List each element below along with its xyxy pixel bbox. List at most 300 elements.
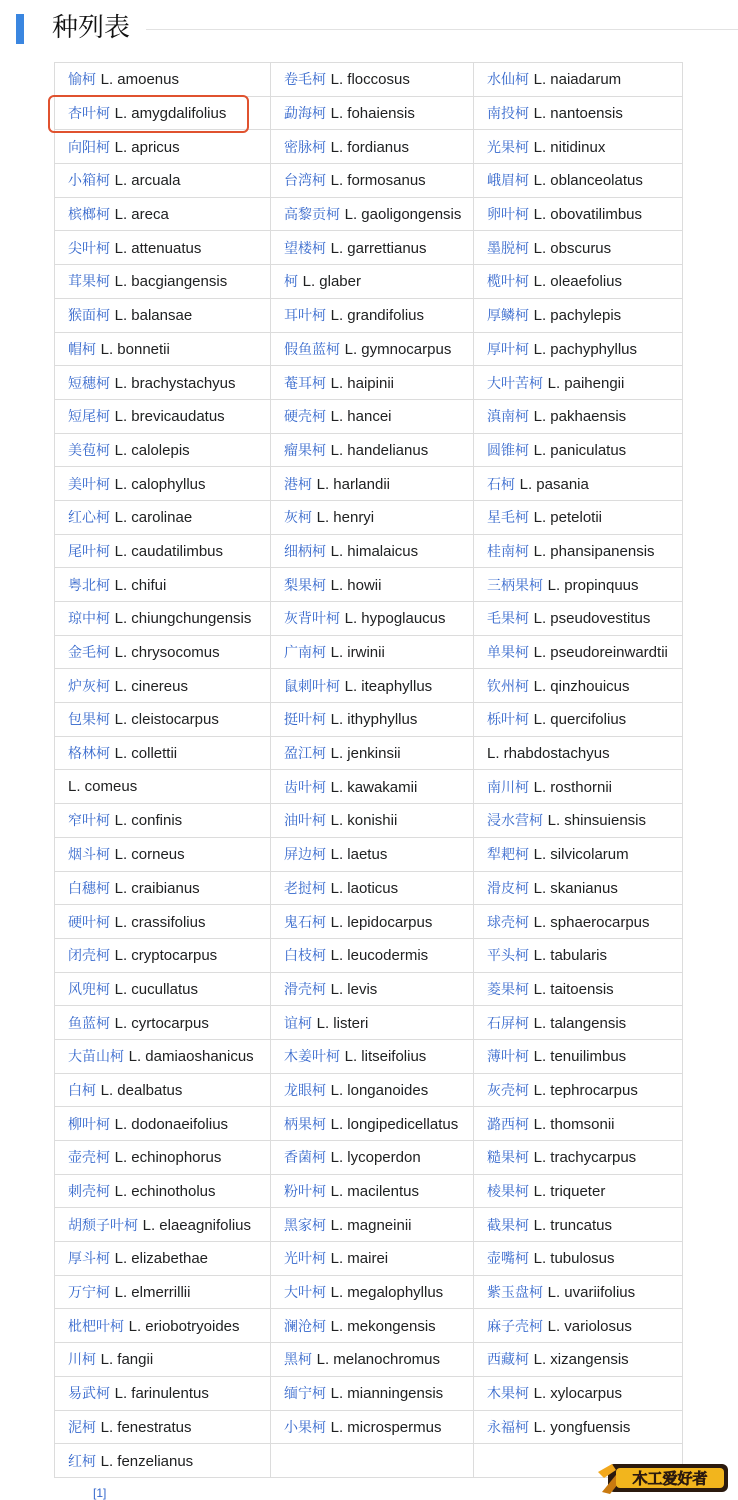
species-latin-name: L. longanoides	[330, 1081, 429, 1099]
species-latin-name: L. tenuilimbus	[533, 1048, 627, 1066]
species-cell	[55, 568, 271, 602]
species-latin-name: L. rhabdostachyus	[487, 744, 610, 762]
species-chinese-name-link[interactable]: 灰壳柯	[487, 1082, 529, 1099]
species-cell	[55, 1141, 271, 1175]
species-cell	[271, 197, 474, 231]
species-chinese-name-link[interactable]: 滑皮柯	[487, 880, 529, 897]
species-latin-name: L. cinereus	[114, 677, 188, 695]
species-chinese-name-link[interactable]: 西藏柯	[487, 1352, 529, 1369]
species-chinese-name-link[interactable]: 大叶苦柯	[487, 375, 543, 392]
table-row	[55, 1309, 683, 1343]
species-chinese-name-link[interactable]: 灰背叶柯	[284, 611, 340, 628]
species-latin-name: L. jenkinsii	[330, 745, 401, 763]
species-latin-name: L. cyrtocarpus	[114, 1014, 209, 1032]
species-latin-name: L. confinis	[114, 812, 183, 830]
species-cell	[55, 1073, 271, 1107]
species-chinese-name-link[interactable]: 壶嘴柯	[487, 1251, 529, 1268]
species-latin-name: L. talangensis	[533, 1014, 627, 1032]
species-chinese-name-link[interactable]: 望楼柯	[284, 240, 326, 257]
species-latin-name: L. amygdalifolius	[114, 105, 227, 123]
species-latin-name: L. cryptocarpus	[114, 947, 218, 965]
species-chinese-name-link[interactable]: 琼中柯	[68, 611, 110, 628]
species-chinese-name-link[interactable]: 美叶柯	[68, 476, 110, 493]
species-cell	[55, 164, 271, 198]
table-row	[55, 568, 683, 602]
species-chinese-name-link[interactable]: 钦州柯	[487, 678, 529, 695]
species-cell	[55, 1444, 271, 1478]
species-chinese-name-link[interactable]: 厚斗柯	[68, 1251, 110, 1268]
species-chinese-name-link[interactable]: 龙眼柯	[284, 1082, 326, 1099]
species-chinese-name-link[interactable]: 挺叶柯	[284, 712, 326, 729]
species-latin-name: L. xizangensis	[533, 1351, 629, 1369]
species-chinese-name-link[interactable]: 槟榔柯	[68, 207, 110, 224]
species-chinese-name-link[interactable]: 圆锥柯	[487, 442, 529, 459]
species-chinese-name-link[interactable]: 齿叶柯	[284, 779, 326, 796]
species-cell	[474, 1242, 683, 1276]
species-chinese-name-link[interactable]: 永福柯	[487, 1419, 529, 1436]
species-latin-name: L. levis	[330, 980, 378, 998]
species-cell	[474, 1309, 683, 1343]
species-cell	[271, 635, 474, 669]
species-latin-name: L. trachycarpus	[533, 1149, 637, 1167]
species-cell	[55, 1376, 271, 1410]
species-cell	[474, 1107, 683, 1141]
species-chinese-name-link[interactable]: 厚鳞柯	[487, 308, 529, 325]
species-chinese-name-link[interactable]: 红心柯	[68, 510, 110, 527]
species-chinese-name-link[interactable]: 缅宁柯	[284, 1386, 326, 1403]
species-chinese-name-link[interactable]: 帽柯	[68, 341, 96, 358]
species-chinese-name-link[interactable]: 大叶柯	[284, 1285, 326, 1302]
table-row	[55, 399, 683, 433]
species-cell	[271, 1275, 474, 1309]
species-latin-name: L. cleistocarpus	[114, 711, 219, 729]
species-chinese-name-link[interactable]: 白柯	[68, 1082, 96, 1099]
species-cell	[271, 905, 474, 939]
species-cell	[55, 197, 271, 231]
species-latin-name: L. damiaoshanicus	[128, 1048, 254, 1066]
species-chinese-name-link[interactable]: 峨眉柯	[487, 173, 529, 190]
species-chinese-name-link[interactable]: 耳叶柯	[284, 308, 326, 325]
species-cell	[55, 534, 271, 568]
species-cell	[271, 332, 474, 366]
species-chinese-name-link[interactable]: 烟斗柯	[68, 847, 110, 864]
species-latin-name: L. konishii	[330, 812, 398, 830]
species-cell	[474, 635, 683, 669]
species-cell	[271, 366, 474, 400]
species-chinese-name-link[interactable]: 硬壳柯	[284, 409, 326, 426]
species-cell	[271, 63, 474, 97]
species-cell	[55, 231, 271, 265]
species-chinese-name-link[interactable]: 易武柯	[68, 1386, 110, 1403]
species-cell	[474, 164, 683, 198]
species-chinese-name-link[interactable]: 棱果柯	[487, 1184, 529, 1201]
species-chinese-name-link[interactable]: 厚叶柯	[487, 341, 529, 358]
table-row	[55, 1174, 683, 1208]
species-latin-name: L. pachylepis	[533, 307, 622, 325]
species-chinese-name-link[interactable]: 粉叶柯	[284, 1184, 326, 1201]
species-chinese-name-link[interactable]: 短尾柯	[68, 409, 110, 426]
species-cell	[271, 1208, 474, 1242]
species-cell	[474, 1174, 683, 1208]
species-chinese-name-link[interactable]: 老挝柯	[284, 880, 326, 897]
species-latin-name: L. skanianus	[533, 879, 618, 897]
species-latin-name: L. kawakamii	[330, 778, 418, 796]
species-cell	[271, 231, 474, 265]
species-cell	[271, 130, 474, 164]
species-latin-name: L. arcuala	[114, 172, 181, 190]
species-chinese-name-link[interactable]: 榄叶柯	[487, 274, 529, 291]
species-cell	[271, 1309, 474, 1343]
species-chinese-name-link[interactable]: 梨果柯	[284, 577, 326, 594]
species-chinese-name-link[interactable]: 石柯	[487, 476, 515, 493]
species-latin-name: L. craibianus	[114, 879, 200, 897]
table-row	[55, 1242, 683, 1276]
species-cell	[55, 1039, 271, 1073]
species-chinese-name-link[interactable]: 小果柯	[284, 1419, 326, 1436]
species-chinese-name-link[interactable]: 单果柯	[487, 645, 529, 662]
species-chinese-name-link[interactable]: 黑家柯	[284, 1217, 326, 1234]
species-cell	[271, 1141, 474, 1175]
species-cell	[55, 669, 271, 703]
species-latin-name: L. paihengii	[547, 374, 625, 392]
species-chinese-name-link[interactable]: 截果柯	[487, 1217, 529, 1234]
species-chinese-name-link[interactable]: 光果柯	[487, 139, 529, 156]
species-cell	[55, 703, 271, 737]
species-chinese-name-link[interactable]: 石屏柯	[487, 1015, 529, 1032]
species-cell	[474, 433, 683, 467]
species-cell	[474, 871, 683, 905]
species-latin-name: L. balansae	[114, 307, 193, 325]
species-latin-name: L. yongfuensis	[533, 1418, 631, 1436]
species-chinese-name-link[interactable]: 壶壳柯	[68, 1150, 110, 1167]
species-latin-name: L. amoenus	[100, 71, 179, 89]
section-heading	[0, 0, 738, 56]
species-latin-name: L. oleaefolius	[533, 273, 623, 291]
species-chinese-name-link[interactable]: 滑壳柯	[284, 981, 326, 998]
species-cell	[474, 1208, 683, 1242]
species-chinese-name-link[interactable]: 木果柯	[487, 1386, 529, 1403]
species-latin-name: L. magneinii	[330, 1216, 412, 1234]
species-cell	[55, 399, 271, 433]
species-latin-name: L. harlandii	[316, 475, 390, 493]
species-latin-name: L. taitoensis	[533, 980, 614, 998]
species-chinese-name-link[interactable]: 勐海柯	[284, 106, 326, 123]
species-latin-name: L. fenzelianus	[100, 1452, 194, 1470]
species-latin-name: L. triqueter	[533, 1183, 606, 1201]
species-chinese-name-link[interactable]: 白枝柯	[284, 948, 326, 965]
species-latin-name: L. oblanceolatus	[533, 172, 643, 190]
species-latin-name: L. uvariifolius	[547, 1284, 636, 1302]
species-chinese-name-link[interactable]: 桂南柯	[487, 543, 529, 560]
species-chinese-name-link[interactable]: 紫玉盘柯	[487, 1285, 543, 1302]
species-chinese-name-link[interactable]: 油叶柯	[284, 813, 326, 830]
species-cell	[474, 972, 683, 1006]
species-chinese-name-link[interactable]: 卷毛柯	[284, 72, 326, 89]
species-cell	[55, 837, 271, 871]
species-chinese-name-link[interactable]: 黑柯	[284, 1352, 312, 1369]
species-chinese-name-link[interactable]: 闭壳柯	[68, 948, 110, 965]
species-latin-name: L. qinzhouicus	[533, 677, 630, 695]
species-chinese-name-link[interactable]: 茸果柯	[68, 274, 110, 291]
species-cell	[55, 366, 271, 400]
watermark-logo	[594, 1458, 732, 1496]
table-row	[55, 736, 683, 770]
species-chinese-name-link[interactable]: 红柯	[68, 1453, 96, 1470]
species-chinese-name-link[interactable]: 风兜柯	[68, 981, 110, 998]
species-chinese-name-link[interactable]: 光叶柯	[284, 1251, 326, 1268]
species-cell	[474, 804, 683, 838]
footnote-link[interactable]: [1]	[93, 1486, 107, 1500]
species-cell	[55, 770, 271, 804]
species-chinese-name-link[interactable]: 瘤果柯	[284, 442, 326, 459]
species-cell	[55, 736, 271, 770]
species-latin-name: L. bacgiangensis	[114, 273, 228, 291]
species-cell	[271, 1006, 474, 1040]
species-chinese-name-link[interactable]: 潞西柯	[487, 1116, 529, 1133]
species-latin-name: L. melanochromus	[316, 1351, 441, 1369]
species-chinese-name-link[interactable]: 粤北柯	[68, 577, 110, 594]
species-latin-name: L. nitidinux	[533, 138, 606, 156]
species-chinese-name-link[interactable]: 窄叶柯	[68, 813, 110, 830]
species-chinese-name-link[interactable]: 滇南柯	[487, 409, 529, 426]
species-cell	[271, 96, 474, 130]
species-chinese-name-link[interactable]: 柳叶柯	[68, 1116, 110, 1133]
species-chinese-name-link[interactable]: 鼠刺叶柯	[284, 678, 340, 695]
species-cell	[55, 871, 271, 905]
heading-divider	[146, 29, 738, 30]
species-chinese-name-link[interactable]: 假鱼蓝柯	[284, 341, 340, 358]
table-row	[55, 669, 683, 703]
species-cell	[55, 433, 271, 467]
species-cell	[474, 568, 683, 602]
species-chinese-name-link[interactable]: 香菌柯	[284, 1150, 326, 1167]
species-cell	[474, 669, 683, 703]
species-latin-name: L. chifui	[114, 576, 167, 594]
species-cell	[271, 568, 474, 602]
species-latin-name: L. hancei	[330, 408, 392, 426]
species-chinese-name-link[interactable]: 薄叶柯	[487, 1049, 529, 1066]
species-chinese-name-link[interactable]: 糙果柯	[487, 1150, 529, 1167]
species-chinese-name-link[interactable]: 鬼石柯	[284, 914, 326, 931]
species-latin-name: L. megalophyllus	[330, 1284, 444, 1302]
table-row	[55, 905, 683, 939]
table-row	[55, 1039, 683, 1073]
table-row	[55, 1006, 683, 1040]
species-chinese-name-link[interactable]: 愉柯	[68, 72, 96, 89]
species-chinese-name-link[interactable]: 南川柯	[487, 779, 529, 796]
species-chinese-name-link[interactable]: 胡颓子叶柯	[68, 1217, 138, 1234]
species-latin-name: L. chiungchungensis	[114, 610, 252, 628]
species-chinese-name-link[interactable]: 川柯	[68, 1352, 96, 1369]
table-row	[55, 265, 683, 299]
table-row	[55, 231, 683, 265]
species-chinese-name-link[interactable]: 尾叶柯	[68, 543, 110, 560]
species-cell	[55, 1275, 271, 1309]
species-latin-name: L. lepidocarpus	[330, 913, 433, 931]
species-cell	[271, 1242, 474, 1276]
species-latin-name: L. calophyllus	[114, 475, 206, 493]
species-cell	[474, 1141, 683, 1175]
species-latin-name: L. pseudovestitus	[533, 610, 651, 628]
species-cell	[55, 265, 271, 299]
species-chinese-name-link[interactable]: 平头柯	[487, 948, 529, 965]
species-chinese-name-link[interactable]: 小箱柯	[68, 173, 110, 190]
species-chinese-name-link[interactable]: 炉灰柯	[68, 678, 110, 695]
species-chinese-name-link[interactable]: 包果柯	[68, 712, 110, 729]
species-latin-name: L. dodonaeifolius	[114, 1115, 229, 1133]
species-chinese-name-link[interactable]: 杏叶柯	[68, 106, 110, 123]
species-cell	[474, 905, 683, 939]
species-chinese-name-link[interactable]: 栎叶柯	[487, 712, 529, 729]
species-chinese-name-link[interactable]: 鱼蓝柯	[68, 1015, 110, 1032]
table-row	[55, 164, 683, 198]
species-latin-name: L. carolinae	[114, 509, 193, 527]
species-cell	[55, 1006, 271, 1040]
species-chinese-name-link[interactable]: 台湾柯	[284, 173, 326, 190]
table-row	[55, 298, 683, 332]
species-latin-name: L. xylocarpus	[533, 1385, 622, 1403]
species-latin-name: L. propinquus	[547, 576, 639, 594]
species-latin-name: L. brachystachyus	[114, 374, 236, 392]
species-latin-name: L. formosanus	[330, 172, 426, 190]
species-chinese-name-link[interactable]: 麻子壳柯	[487, 1318, 543, 1335]
table-row	[55, 130, 683, 164]
species-chinese-name-link[interactable]: 屏边柯	[284, 847, 326, 864]
species-latin-name: L. glaber	[302, 273, 361, 291]
species-cell	[271, 871, 474, 905]
species-cell	[474, 1006, 683, 1040]
species-chinese-name-link[interactable]: 菱果柯	[487, 981, 529, 998]
species-chinese-name-link[interactable]: 菴耳柯	[284, 375, 326, 392]
species-chinese-name-link[interactable]: 球壳柯	[487, 914, 529, 931]
species-cell	[474, 265, 683, 299]
species-chinese-name-link[interactable]: 谊柯	[284, 1015, 312, 1032]
species-cell	[271, 703, 474, 737]
species-cell	[271, 1410, 474, 1444]
species-chinese-name-link[interactable]: 金毛柯	[68, 645, 110, 662]
species-chinese-name-link[interactable]: 大苗山柯	[68, 1049, 124, 1066]
species-chinese-name-link[interactable]: 盈江柯	[284, 746, 326, 763]
species-cell	[55, 467, 271, 501]
species-cell	[474, 837, 683, 871]
species-cell	[271, 837, 474, 871]
species-chinese-name-link[interactable]: 硬叶柯	[68, 914, 110, 931]
species-chinese-name-link[interactable]: 万宁柯	[68, 1285, 110, 1302]
species-cell	[474, 467, 683, 501]
species-chinese-name-link[interactable]: 美苞柯	[68, 442, 110, 459]
species-latin-name: L. farinulentus	[114, 1385, 209, 1403]
species-chinese-name-link[interactable]: 犁耙柯	[487, 847, 529, 864]
species-chinese-name-link[interactable]: 水仙柯	[487, 72, 529, 89]
species-chinese-name-link[interactable]: 毛果柯	[487, 611, 529, 628]
species-cell	[271, 298, 474, 332]
species-latin-name: L. pseudoreinwardtii	[533, 644, 668, 662]
table-row	[55, 602, 683, 636]
species-chinese-name-link[interactable]: 细柄柯	[284, 543, 326, 560]
species-latin-name: L. leucodermis	[330, 947, 429, 965]
species-chinese-name-link[interactable]: 猴面柯	[68, 308, 110, 325]
table-row	[55, 534, 683, 568]
species-latin-name: L. litseifolius	[344, 1048, 427, 1066]
species-chinese-name-link[interactable]: 泥柯	[68, 1419, 96, 1436]
species-cell	[474, 736, 683, 770]
species-cell	[474, 1073, 683, 1107]
species-chinese-name-link[interactable]: 白穗柯	[68, 880, 110, 897]
species-chinese-name-link[interactable]: 高黎贡柯	[284, 207, 340, 224]
species-chinese-name-link[interactable]: 枇杷叶柯	[68, 1318, 124, 1335]
species-chinese-name-link[interactable]: 尖叶柯	[68, 240, 110, 257]
species-chinese-name-link[interactable]: 卵叶柯	[487, 207, 529, 224]
species-latin-name: L. crassifolius	[114, 913, 206, 931]
section-title: 种列表	[52, 13, 131, 43]
species-latin-name: L. tabularis	[533, 947, 607, 965]
species-latin-name: L. haipinii	[330, 374, 394, 392]
species-latin-name: L. obscurus	[533, 239, 612, 257]
species-latin-name: L. brevicaudatus	[114, 408, 225, 426]
table-row	[55, 871, 683, 905]
species-cell	[271, 534, 474, 568]
species-chinese-name-link[interactable]: 木姜叶柯	[284, 1049, 340, 1066]
species-cell	[474, 231, 683, 265]
table-row	[55, 332, 683, 366]
species-chinese-name-link[interactable]: 柯	[284, 274, 298, 291]
species-latin-name: L. variolosus	[547, 1317, 632, 1335]
table-row	[55, 1275, 683, 1309]
species-chinese-name-link[interactable]: 三柄果柯	[487, 577, 543, 594]
species-chinese-name-link[interactable]: 星毛柯	[487, 510, 529, 527]
species-latin-name: L. himalaicus	[330, 542, 419, 560]
table-row	[55, 433, 683, 467]
species-cell	[55, 635, 271, 669]
species-chinese-name-link[interactable]: 向阳柯	[68, 139, 110, 156]
species-latin-name: L. hypoglaucus	[344, 610, 446, 628]
species-table	[54, 62, 683, 1478]
species-cell	[271, 804, 474, 838]
species-chinese-name-link[interactable]: 广南柯	[284, 645, 326, 662]
species-latin-name: L. collettii	[114, 745, 178, 763]
species-chinese-name-link[interactable]: 港柯	[284, 476, 312, 493]
species-cell	[474, 938, 683, 972]
species-chinese-name-link[interactable]: 密脉柯	[284, 139, 326, 156]
species-latin-name: L. comeus	[68, 778, 138, 796]
species-latin-name: L. chrysocomus	[114, 644, 220, 662]
species-chinese-name-link[interactable]: 灰柯	[284, 510, 312, 527]
table-row	[55, 770, 683, 804]
species-chinese-name-link[interactable]: 南投柯	[487, 106, 529, 123]
species-chinese-name-link[interactable]: 墨脱柯	[487, 240, 529, 257]
species-latin-name: L. garrettianus	[330, 239, 427, 257]
species-latin-name: L. elaeagnifolius	[142, 1216, 252, 1234]
species-latin-name: L. petelotii	[533, 509, 602, 527]
table-row	[55, 467, 683, 501]
table-row	[55, 837, 683, 871]
species-latin-name: L. fenestratus	[100, 1418, 192, 1436]
table-row	[55, 1343, 683, 1377]
species-latin-name: L. phansipanensis	[533, 542, 655, 560]
species-chinese-name-link[interactable]: 刺壳柯	[68, 1184, 110, 1201]
species-latin-name: L. elmerrillii	[114, 1284, 191, 1302]
species-latin-name: L. echinophorus	[114, 1149, 222, 1167]
species-cell	[474, 1376, 683, 1410]
species-chinese-name-link[interactable]: 短穗柯	[68, 375, 110, 392]
species-chinese-name-link[interactable]: 格林柯	[68, 746, 110, 763]
species-cell	[55, 1410, 271, 1444]
species-cell	[271, 164, 474, 198]
species-chinese-name-link[interactable]: 柄果柯	[284, 1116, 326, 1133]
species-chinese-name-link[interactable]: 澜沧柯	[284, 1318, 326, 1335]
species-latin-name: L. mekongensis	[330, 1317, 436, 1335]
species-chinese-name-link[interactable]: 浸水营柯	[487, 813, 543, 830]
